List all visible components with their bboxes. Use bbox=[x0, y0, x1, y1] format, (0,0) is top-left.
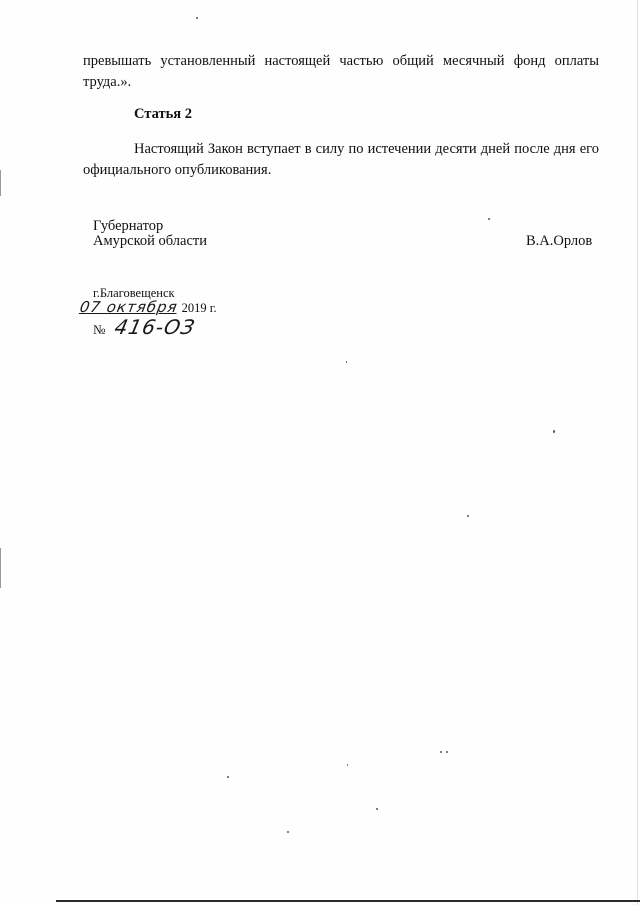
scan-speck bbox=[346, 361, 347, 363]
scan-speck bbox=[440, 751, 442, 753]
scan-speck bbox=[467, 515, 469, 517]
signatory-title-line-2: Амурской области bbox=[93, 233, 207, 249]
adoption-city: г.Благовещенск bbox=[93, 286, 175, 300]
signatory-title-line-1: Губернатор bbox=[93, 218, 164, 234]
scan-speck bbox=[196, 17, 198, 19]
closing-paragraph-article-1: превышать установленный настоящей частью общий месячный фонд оплаты труда.». bbox=[83, 53, 599, 90]
signatory-name: В.А.Орлов bbox=[526, 233, 593, 249]
article-2-heading: Статья 2 bbox=[134, 106, 192, 122]
law-number bbox=[93, 314, 198, 339]
scan-speck bbox=[553, 430, 555, 433]
scan-speck bbox=[488, 218, 490, 220]
scan-edge-mark bbox=[0, 170, 1, 196]
handwritten-law-number: 416-ОЗ bbox=[112, 315, 198, 339]
scan-speck bbox=[227, 776, 229, 778]
handwritten-date: 07 октября bbox=[78, 298, 180, 316]
number-sign: № bbox=[93, 322, 106, 337]
scan-speck bbox=[446, 751, 448, 753]
adoption-date bbox=[80, 296, 217, 316]
scan-speck bbox=[347, 764, 348, 766]
signatory-title bbox=[93, 219, 207, 249]
scan-speck bbox=[376, 808, 378, 810]
article-2-text: Настоящий Закон вступает в силу по истечении десяти дней после дня его официального опубликования. bbox=[83, 141, 599, 178]
scan-edge-mark bbox=[0, 548, 1, 588]
adoption-year: 2019 г. bbox=[181, 301, 217, 315]
scan-right-edge bbox=[637, 0, 638, 905]
scan-bottom-edge bbox=[56, 900, 640, 902]
scan-speck bbox=[287, 831, 289, 833]
